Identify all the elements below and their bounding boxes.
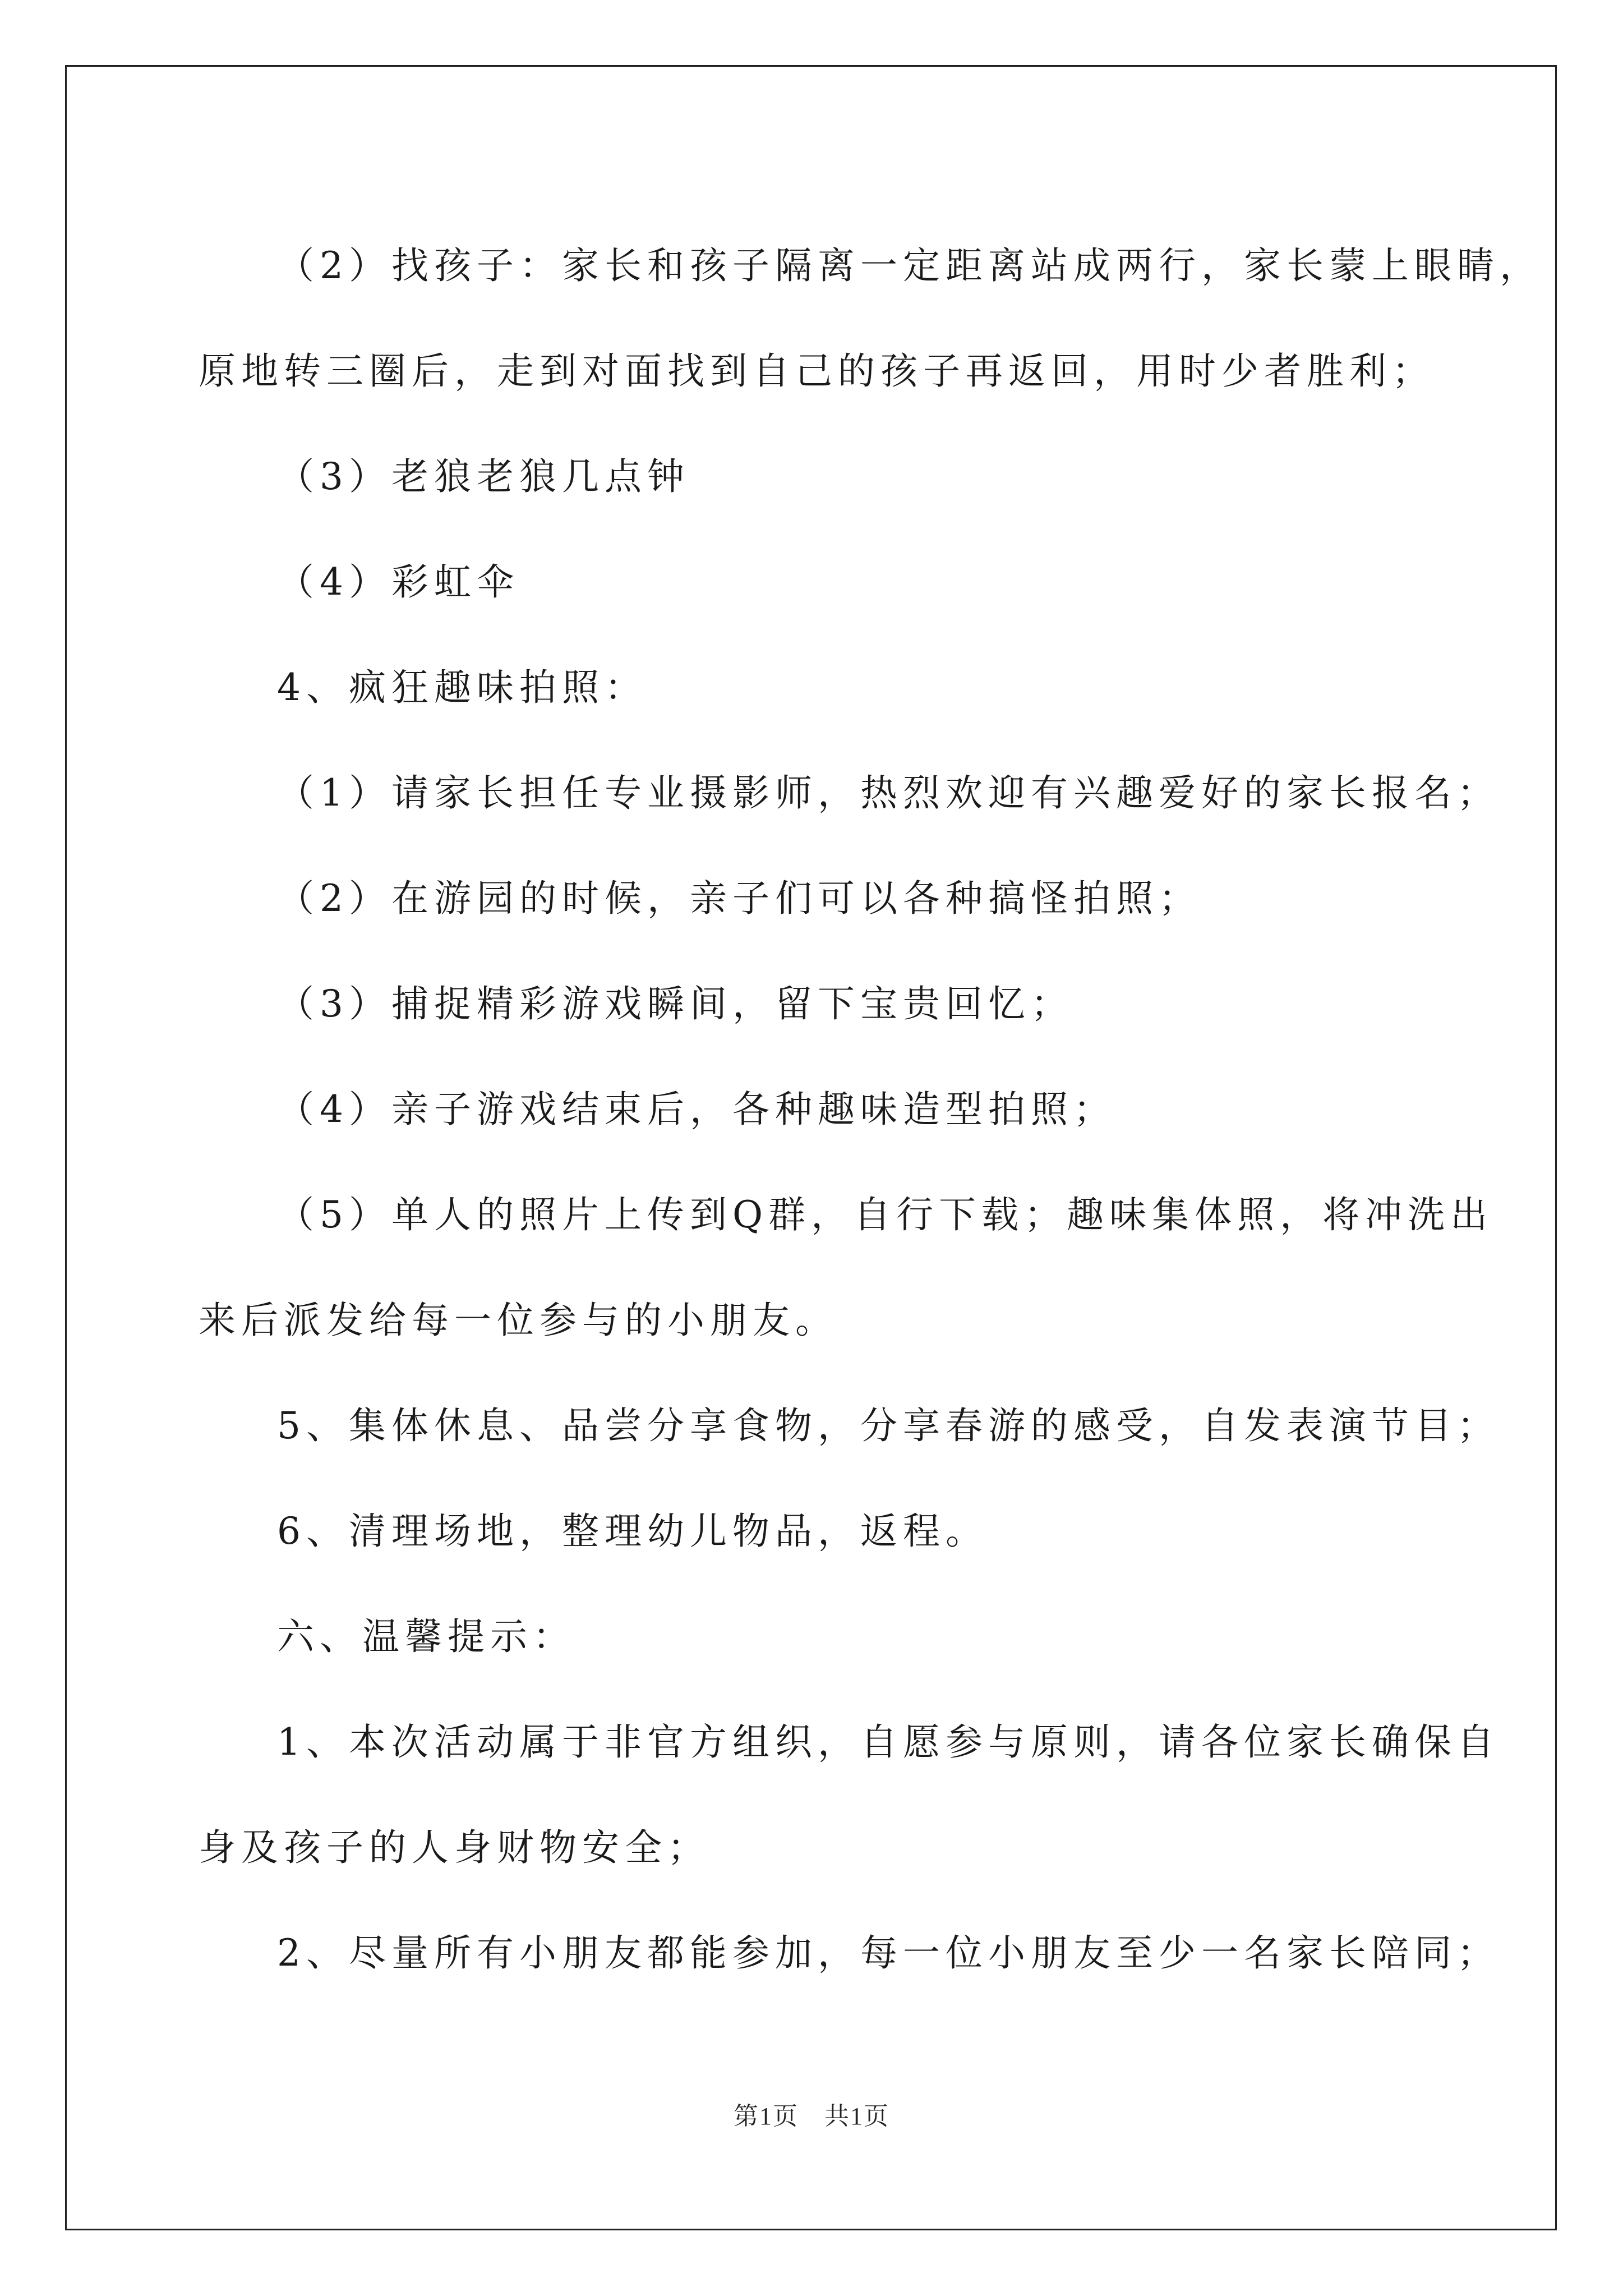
paragraph: 原地转三圈后，走到对面找到自己的孩子再返回，用时少者胜利； — [199, 349, 1435, 393]
paragraph: （1）请家长担任专业摄影师，热烈欢迎有兴趣爱好的家长报名； — [277, 771, 1500, 815]
document-body — [199, 213, 1542, 2006]
paragraph: 来后派发给每一位参与的小朋友。 — [199, 1299, 838, 1342]
paragraph: （3）捕捉精彩游戏瞬间，留下宝贵回忆； — [277, 982, 1073, 1025]
paragraph: （2）找孩子：家长和孩子隔离一定距离站成两行，家长蒙上眼睛， — [277, 244, 1542, 287]
paragraph: （3）老狼老狼几点钟 — [277, 455, 690, 498]
paragraph: 2、尽量所有小朋友都能参加，每一位小朋友至少一名家长陪同； — [277, 1931, 1500, 1975]
section-heading: 六、温馨提示： — [277, 1615, 575, 1658]
paragraph: （4）亲子游戏结束后，各种趣味造型拍照； — [277, 1088, 1116, 1131]
paragraph: （4）彩虹伞 — [277, 560, 519, 604]
section-heading: 4、疯狂趣味拍照： — [277, 666, 647, 709]
paragraph: 6、清理场地，整理幼儿物品，返程。 — [277, 1510, 988, 1553]
paragraph: 身及孩子的人身财物安全； — [199, 1826, 710, 1869]
paragraph: （5）单人的照片上传到Q群，自行下载；趣味集体照，将冲洗出 — [277, 1193, 1493, 1236]
page-number-footer: 第1页 共1页 — [734, 2102, 889, 2130]
paragraph: （2）在游园的时候，亲子们可以各种搞怪拍照； — [277, 877, 1201, 920]
paragraph: 5、集体休息、品尝分享食物，分享春游的感受，自发表演节目； — [277, 1404, 1500, 1447]
paragraph: 1、本次活动属于非官方组织，自愿参与原则，请各位家长确保自 — [277, 1720, 1500, 1764]
